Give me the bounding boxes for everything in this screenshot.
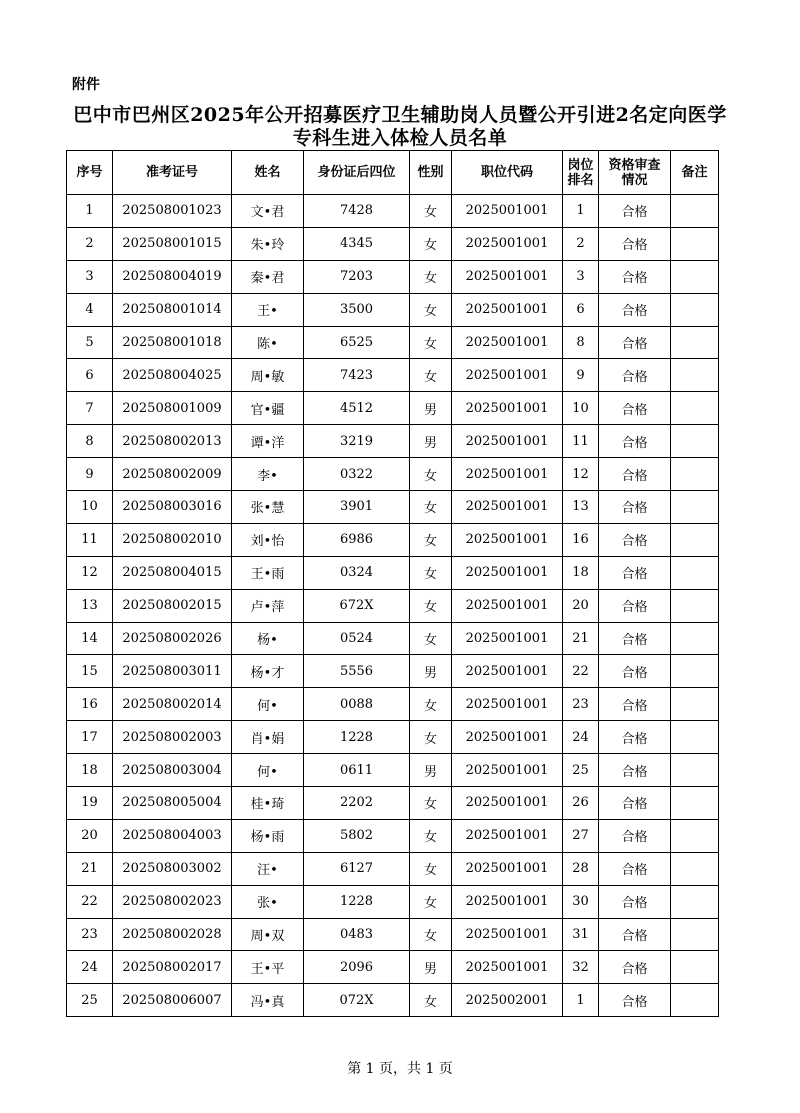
cell-position-code: 2025001001 bbox=[452, 885, 563, 918]
cell-review: 合格 bbox=[599, 458, 671, 491]
cell-note bbox=[671, 260, 719, 293]
cell-rank: 9 bbox=[563, 359, 599, 392]
cell-exam-id: 202508003004 bbox=[113, 754, 232, 787]
cell-seq: 6 bbox=[67, 359, 113, 392]
header-rank: 岗位排名 bbox=[563, 151, 599, 195]
cell-gender: 男 bbox=[410, 655, 452, 688]
cell-seq: 17 bbox=[67, 721, 113, 754]
cell-note bbox=[671, 523, 719, 556]
cell-review: 合格 bbox=[599, 787, 671, 820]
table-row bbox=[67, 260, 719, 293]
header-review: 资格审查情况 bbox=[599, 151, 671, 195]
header-name: 姓名 bbox=[232, 151, 304, 195]
cell-id-last4: 0088 bbox=[304, 688, 410, 721]
cell-seq: 11 bbox=[67, 523, 113, 556]
cell-name: 杨• bbox=[232, 622, 304, 655]
cell-name: 陈• bbox=[232, 326, 304, 359]
cell-position-code: 2025001001 bbox=[452, 721, 563, 754]
table-body bbox=[67, 195, 719, 1017]
cell-review: 合格 bbox=[599, 491, 671, 524]
cell-review: 合格 bbox=[599, 819, 671, 852]
cell-rank: 18 bbox=[563, 556, 599, 589]
cell-gender: 女 bbox=[410, 227, 452, 260]
table-row bbox=[67, 523, 719, 556]
cell-position-code: 2025001001 bbox=[452, 359, 563, 392]
cell-gender: 女 bbox=[410, 359, 452, 392]
cell-rank: 1 bbox=[563, 984, 599, 1017]
cell-review: 合格 bbox=[599, 556, 671, 589]
document-title-line2: 专科生进入体检人员名单 bbox=[292, 127, 508, 149]
cell-name: 朱•玲 bbox=[232, 227, 304, 260]
cell-id-last4: 0483 bbox=[304, 918, 410, 951]
table-row bbox=[67, 589, 719, 622]
cell-rank: 10 bbox=[563, 392, 599, 425]
cell-gender: 女 bbox=[410, 556, 452, 589]
cell-id-last4: 2096 bbox=[304, 951, 410, 984]
cell-position-code: 2025001001 bbox=[452, 589, 563, 622]
table-row bbox=[67, 951, 719, 984]
cell-id-last4: 072X bbox=[304, 984, 410, 1017]
cell-gender: 女 bbox=[410, 326, 452, 359]
cell-rank: 22 bbox=[563, 655, 599, 688]
header-note: 备注 bbox=[671, 151, 719, 195]
cell-gender: 女 bbox=[410, 589, 452, 622]
cell-gender: 女 bbox=[410, 491, 452, 524]
cell-seq: 9 bbox=[67, 458, 113, 491]
cell-seq: 20 bbox=[67, 819, 113, 852]
cell-gender: 女 bbox=[410, 293, 452, 326]
cell-seq: 19 bbox=[67, 787, 113, 820]
table-row bbox=[67, 787, 719, 820]
cell-seq: 18 bbox=[67, 754, 113, 787]
cell-review: 合格 bbox=[599, 951, 671, 984]
cell-seq: 16 bbox=[67, 688, 113, 721]
table-row bbox=[67, 556, 719, 589]
cell-exam-id: 202508002015 bbox=[113, 589, 232, 622]
cell-rank: 24 bbox=[563, 721, 599, 754]
cell-rank: 13 bbox=[563, 491, 599, 524]
cell-gender: 女 bbox=[410, 984, 452, 1017]
cell-note bbox=[671, 622, 719, 655]
cell-name: 李• bbox=[232, 458, 304, 491]
cell-rank: 6 bbox=[563, 293, 599, 326]
cell-exam-id: 202508004025 bbox=[113, 359, 232, 392]
cell-id-last4: 0322 bbox=[304, 458, 410, 491]
header-seq: 序号 bbox=[67, 151, 113, 195]
cell-position-code: 2025001001 bbox=[452, 293, 563, 326]
cell-id-last4: 7423 bbox=[304, 359, 410, 392]
cell-name: 文•君 bbox=[232, 195, 304, 228]
cell-position-code: 2025001001 bbox=[452, 195, 563, 228]
cell-exam-id: 202508001009 bbox=[113, 392, 232, 425]
cell-position-code: 2025001001 bbox=[452, 819, 563, 852]
cell-position-code: 2025001001 bbox=[452, 951, 563, 984]
cell-name: 王•平 bbox=[232, 951, 304, 984]
cell-review: 合格 bbox=[599, 392, 671, 425]
cell-seq: 14 bbox=[67, 622, 113, 655]
cell-seq: 25 bbox=[67, 984, 113, 1017]
cell-name: 何• bbox=[232, 688, 304, 721]
table-row bbox=[67, 852, 719, 885]
cell-seq: 13 bbox=[67, 589, 113, 622]
cell-id-last4: 3500 bbox=[304, 293, 410, 326]
cell-id-last4: 1228 bbox=[304, 885, 410, 918]
cell-name: 汪• bbox=[232, 852, 304, 885]
cell-note bbox=[671, 589, 719, 622]
cell-gender: 女 bbox=[410, 885, 452, 918]
cell-note bbox=[671, 556, 719, 589]
cell-exam-id: 202508002009 bbox=[113, 458, 232, 491]
attachment-label: 附件 bbox=[72, 77, 100, 93]
cell-note bbox=[671, 195, 719, 228]
cell-exam-id: 202508001018 bbox=[113, 326, 232, 359]
table-row bbox=[67, 359, 719, 392]
cell-gender: 女 bbox=[410, 260, 452, 293]
cell-position-code: 2025001001 bbox=[452, 622, 563, 655]
cell-review: 合格 bbox=[599, 754, 671, 787]
cell-id-last4: 3901 bbox=[304, 491, 410, 524]
cell-id-last4: 4512 bbox=[304, 392, 410, 425]
cell-position-code: 2025001001 bbox=[452, 523, 563, 556]
cell-id-last4: 5556 bbox=[304, 655, 410, 688]
cell-position-code: 2025001001 bbox=[452, 227, 563, 260]
cell-seq: 7 bbox=[67, 392, 113, 425]
cell-exam-id: 202508003011 bbox=[113, 655, 232, 688]
cell-review: 合格 bbox=[599, 227, 671, 260]
cell-gender: 女 bbox=[410, 688, 452, 721]
cell-id-last4: 7428 bbox=[304, 195, 410, 228]
table-row bbox=[67, 622, 719, 655]
cell-gender: 男 bbox=[410, 754, 452, 787]
cell-exam-id: 202508004003 bbox=[113, 819, 232, 852]
cell-review: 合格 bbox=[599, 688, 671, 721]
cell-name: 王•雨 bbox=[232, 556, 304, 589]
table-row bbox=[67, 458, 719, 491]
cell-position-code: 2025001001 bbox=[452, 491, 563, 524]
cell-name: 杨•雨 bbox=[232, 819, 304, 852]
cell-seq: 12 bbox=[67, 556, 113, 589]
cell-exam-id: 202508002010 bbox=[113, 523, 232, 556]
cell-id-last4: 0524 bbox=[304, 622, 410, 655]
cell-rank: 12 bbox=[563, 458, 599, 491]
cell-id-last4: 6127 bbox=[304, 852, 410, 885]
cell-review: 合格 bbox=[599, 885, 671, 918]
table-row bbox=[67, 392, 719, 425]
cell-position-code: 2025001001 bbox=[452, 260, 563, 293]
table-row bbox=[67, 195, 719, 228]
header-exam-id: 准考证号 bbox=[113, 151, 232, 195]
cell-exam-id: 202508002026 bbox=[113, 622, 232, 655]
cell-seq: 4 bbox=[67, 293, 113, 326]
cell-name: 张• bbox=[232, 885, 304, 918]
cell-gender: 女 bbox=[410, 918, 452, 951]
cell-name: 张•慧 bbox=[232, 491, 304, 524]
cell-review: 合格 bbox=[599, 655, 671, 688]
cell-seq: 24 bbox=[67, 951, 113, 984]
cell-name: 王• bbox=[232, 293, 304, 326]
cell-gender: 男 bbox=[410, 392, 452, 425]
cell-gender: 男 bbox=[410, 951, 452, 984]
cell-name: 冯•真 bbox=[232, 984, 304, 1017]
cell-rank: 31 bbox=[563, 918, 599, 951]
cell-seq: 21 bbox=[67, 852, 113, 885]
cell-note bbox=[671, 359, 719, 392]
cell-exam-id: 202508001015 bbox=[113, 227, 232, 260]
cell-gender: 女 bbox=[410, 195, 452, 228]
cell-name: 秦•君 bbox=[232, 260, 304, 293]
cell-review: 合格 bbox=[599, 721, 671, 754]
table-row bbox=[67, 918, 719, 951]
cell-note bbox=[671, 227, 719, 260]
cell-note bbox=[671, 425, 719, 458]
cell-position-code: 2025001001 bbox=[452, 918, 563, 951]
cell-seq: 23 bbox=[67, 918, 113, 951]
cell-review: 合格 bbox=[599, 984, 671, 1017]
cell-review: 合格 bbox=[599, 425, 671, 458]
header-gender: 性别 bbox=[410, 151, 452, 195]
cell-note bbox=[671, 392, 719, 425]
cell-rank: 23 bbox=[563, 688, 599, 721]
cell-note bbox=[671, 293, 719, 326]
cell-id-last4: 1228 bbox=[304, 721, 410, 754]
cell-exam-id: 202508004015 bbox=[113, 556, 232, 589]
cell-review: 合格 bbox=[599, 359, 671, 392]
cell-rank: 20 bbox=[563, 589, 599, 622]
table-row bbox=[67, 326, 719, 359]
cell-exam-id: 202508001014 bbox=[113, 293, 232, 326]
cell-note bbox=[671, 721, 719, 754]
cell-seq: 2 bbox=[67, 227, 113, 260]
cell-seq: 8 bbox=[67, 425, 113, 458]
cell-position-code: 2025001001 bbox=[452, 754, 563, 787]
cell-rank: 11 bbox=[563, 425, 599, 458]
cell-seq: 10 bbox=[67, 491, 113, 524]
table-row bbox=[67, 688, 719, 721]
cell-review: 合格 bbox=[599, 622, 671, 655]
table-row bbox=[67, 984, 719, 1017]
cell-review: 合格 bbox=[599, 523, 671, 556]
cell-seq: 1 bbox=[67, 195, 113, 228]
cell-name: 桂•琦 bbox=[232, 787, 304, 820]
cell-exam-id: 202508001023 bbox=[113, 195, 232, 228]
page-footer: 第 1 页，共 1 页 bbox=[347, 1061, 453, 1077]
table-row bbox=[67, 754, 719, 787]
cell-note bbox=[671, 951, 719, 984]
cell-gender: 女 bbox=[410, 622, 452, 655]
cell-gender: 男 bbox=[410, 425, 452, 458]
cell-note bbox=[671, 984, 719, 1017]
cell-name: 周•敏 bbox=[232, 359, 304, 392]
cell-exam-id: 202508002028 bbox=[113, 918, 232, 951]
cell-note bbox=[671, 655, 719, 688]
cell-name: 肖•娟 bbox=[232, 721, 304, 754]
cell-exam-id: 202508002017 bbox=[113, 951, 232, 984]
cell-rank: 1 bbox=[563, 195, 599, 228]
header-position-code: 职位代码 bbox=[452, 151, 563, 195]
cell-position-code: 2025001001 bbox=[452, 458, 563, 491]
cell-name: 何• bbox=[232, 754, 304, 787]
cell-gender: 女 bbox=[410, 819, 452, 852]
cell-position-code: 2025001001 bbox=[452, 326, 563, 359]
cell-rank: 28 bbox=[563, 852, 599, 885]
table-row bbox=[67, 655, 719, 688]
cell-review: 合格 bbox=[599, 589, 671, 622]
table-row bbox=[67, 721, 719, 754]
cell-rank: 2 bbox=[563, 227, 599, 260]
cell-review: 合格 bbox=[599, 195, 671, 228]
cell-name: 杨•才 bbox=[232, 655, 304, 688]
cell-id-last4: 4345 bbox=[304, 227, 410, 260]
cell-position-code: 2025001001 bbox=[452, 425, 563, 458]
cell-rank: 30 bbox=[563, 885, 599, 918]
cell-note bbox=[671, 787, 719, 820]
cell-id-last4: 672X bbox=[304, 589, 410, 622]
cell-seq: 5 bbox=[67, 326, 113, 359]
cell-note bbox=[671, 491, 719, 524]
cell-note bbox=[671, 458, 719, 491]
cell-note bbox=[671, 688, 719, 721]
cell-rank: 8 bbox=[563, 326, 599, 359]
cell-name: 官•疆 bbox=[232, 392, 304, 425]
cell-rank: 26 bbox=[563, 787, 599, 820]
cell-gender: 女 bbox=[410, 787, 452, 820]
cell-name: 谭•洋 bbox=[232, 425, 304, 458]
cell-rank: 3 bbox=[563, 260, 599, 293]
cell-id-last4: 6525 bbox=[304, 326, 410, 359]
cell-position-code: 2025001001 bbox=[452, 655, 563, 688]
cell-seq: 15 bbox=[67, 655, 113, 688]
cell-name: 周•双 bbox=[232, 918, 304, 951]
cell-exam-id: 202508006007 bbox=[113, 984, 232, 1017]
cell-name: 卢•萍 bbox=[232, 589, 304, 622]
cell-exam-id: 202508002014 bbox=[113, 688, 232, 721]
cell-review: 合格 bbox=[599, 852, 671, 885]
cell-position-code: 2025001001 bbox=[452, 688, 563, 721]
cell-exam-id: 202508003002 bbox=[113, 852, 232, 885]
table-header-row bbox=[67, 151, 719, 195]
table-row bbox=[67, 227, 719, 260]
cell-review: 合格 bbox=[599, 260, 671, 293]
cell-id-last4: 5802 bbox=[304, 819, 410, 852]
cell-review: 合格 bbox=[599, 918, 671, 951]
table-row bbox=[67, 425, 719, 458]
cell-gender: 女 bbox=[410, 458, 452, 491]
cell-id-last4: 6986 bbox=[304, 523, 410, 556]
cell-exam-id: 202508002003 bbox=[113, 721, 232, 754]
cell-gender: 女 bbox=[410, 852, 452, 885]
cell-id-last4: 7203 bbox=[304, 260, 410, 293]
cell-note bbox=[671, 885, 719, 918]
table-row bbox=[67, 819, 719, 852]
cell-review: 合格 bbox=[599, 293, 671, 326]
cell-exam-id: 202508002013 bbox=[113, 425, 232, 458]
table-row bbox=[67, 885, 719, 918]
cell-gender: 女 bbox=[410, 523, 452, 556]
cell-review: 合格 bbox=[599, 326, 671, 359]
cell-position-code: 2025002001 bbox=[452, 984, 563, 1017]
document-title-line1: 巴中市巴州区2025年公开招募医疗卫生辅助岗人员暨公开引进2名定向医学 bbox=[73, 104, 727, 126]
cell-id-last4: 2202 bbox=[304, 787, 410, 820]
cell-position-code: 2025001001 bbox=[452, 392, 563, 425]
cell-rank: 21 bbox=[563, 622, 599, 655]
cell-rank: 16 bbox=[563, 523, 599, 556]
cell-rank: 27 bbox=[563, 819, 599, 852]
candidate-table bbox=[66, 150, 719, 1017]
cell-name: 刘•怡 bbox=[232, 523, 304, 556]
cell-seq: 22 bbox=[67, 885, 113, 918]
cell-note bbox=[671, 754, 719, 787]
cell-note bbox=[671, 918, 719, 951]
cell-rank: 25 bbox=[563, 754, 599, 787]
cell-position-code: 2025001001 bbox=[452, 787, 563, 820]
cell-exam-id: 202508005004 bbox=[113, 787, 232, 820]
cell-note bbox=[671, 819, 719, 852]
cell-id-last4: 0324 bbox=[304, 556, 410, 589]
cell-id-last4: 3219 bbox=[304, 425, 410, 458]
cell-note bbox=[671, 852, 719, 885]
header-id-last4: 身份证后四位 bbox=[304, 151, 410, 195]
cell-note bbox=[671, 326, 719, 359]
cell-exam-id: 202508004019 bbox=[113, 260, 232, 293]
cell-rank: 32 bbox=[563, 951, 599, 984]
cell-id-last4: 0611 bbox=[304, 754, 410, 787]
cell-exam-id: 202508003016 bbox=[113, 491, 232, 524]
cell-gender: 女 bbox=[410, 721, 452, 754]
table-row bbox=[67, 491, 719, 524]
cell-position-code: 2025001001 bbox=[452, 556, 563, 589]
table-row bbox=[67, 293, 719, 326]
cell-exam-id: 202508002023 bbox=[113, 885, 232, 918]
cell-seq: 3 bbox=[67, 260, 113, 293]
cell-position-code: 2025001001 bbox=[452, 852, 563, 885]
